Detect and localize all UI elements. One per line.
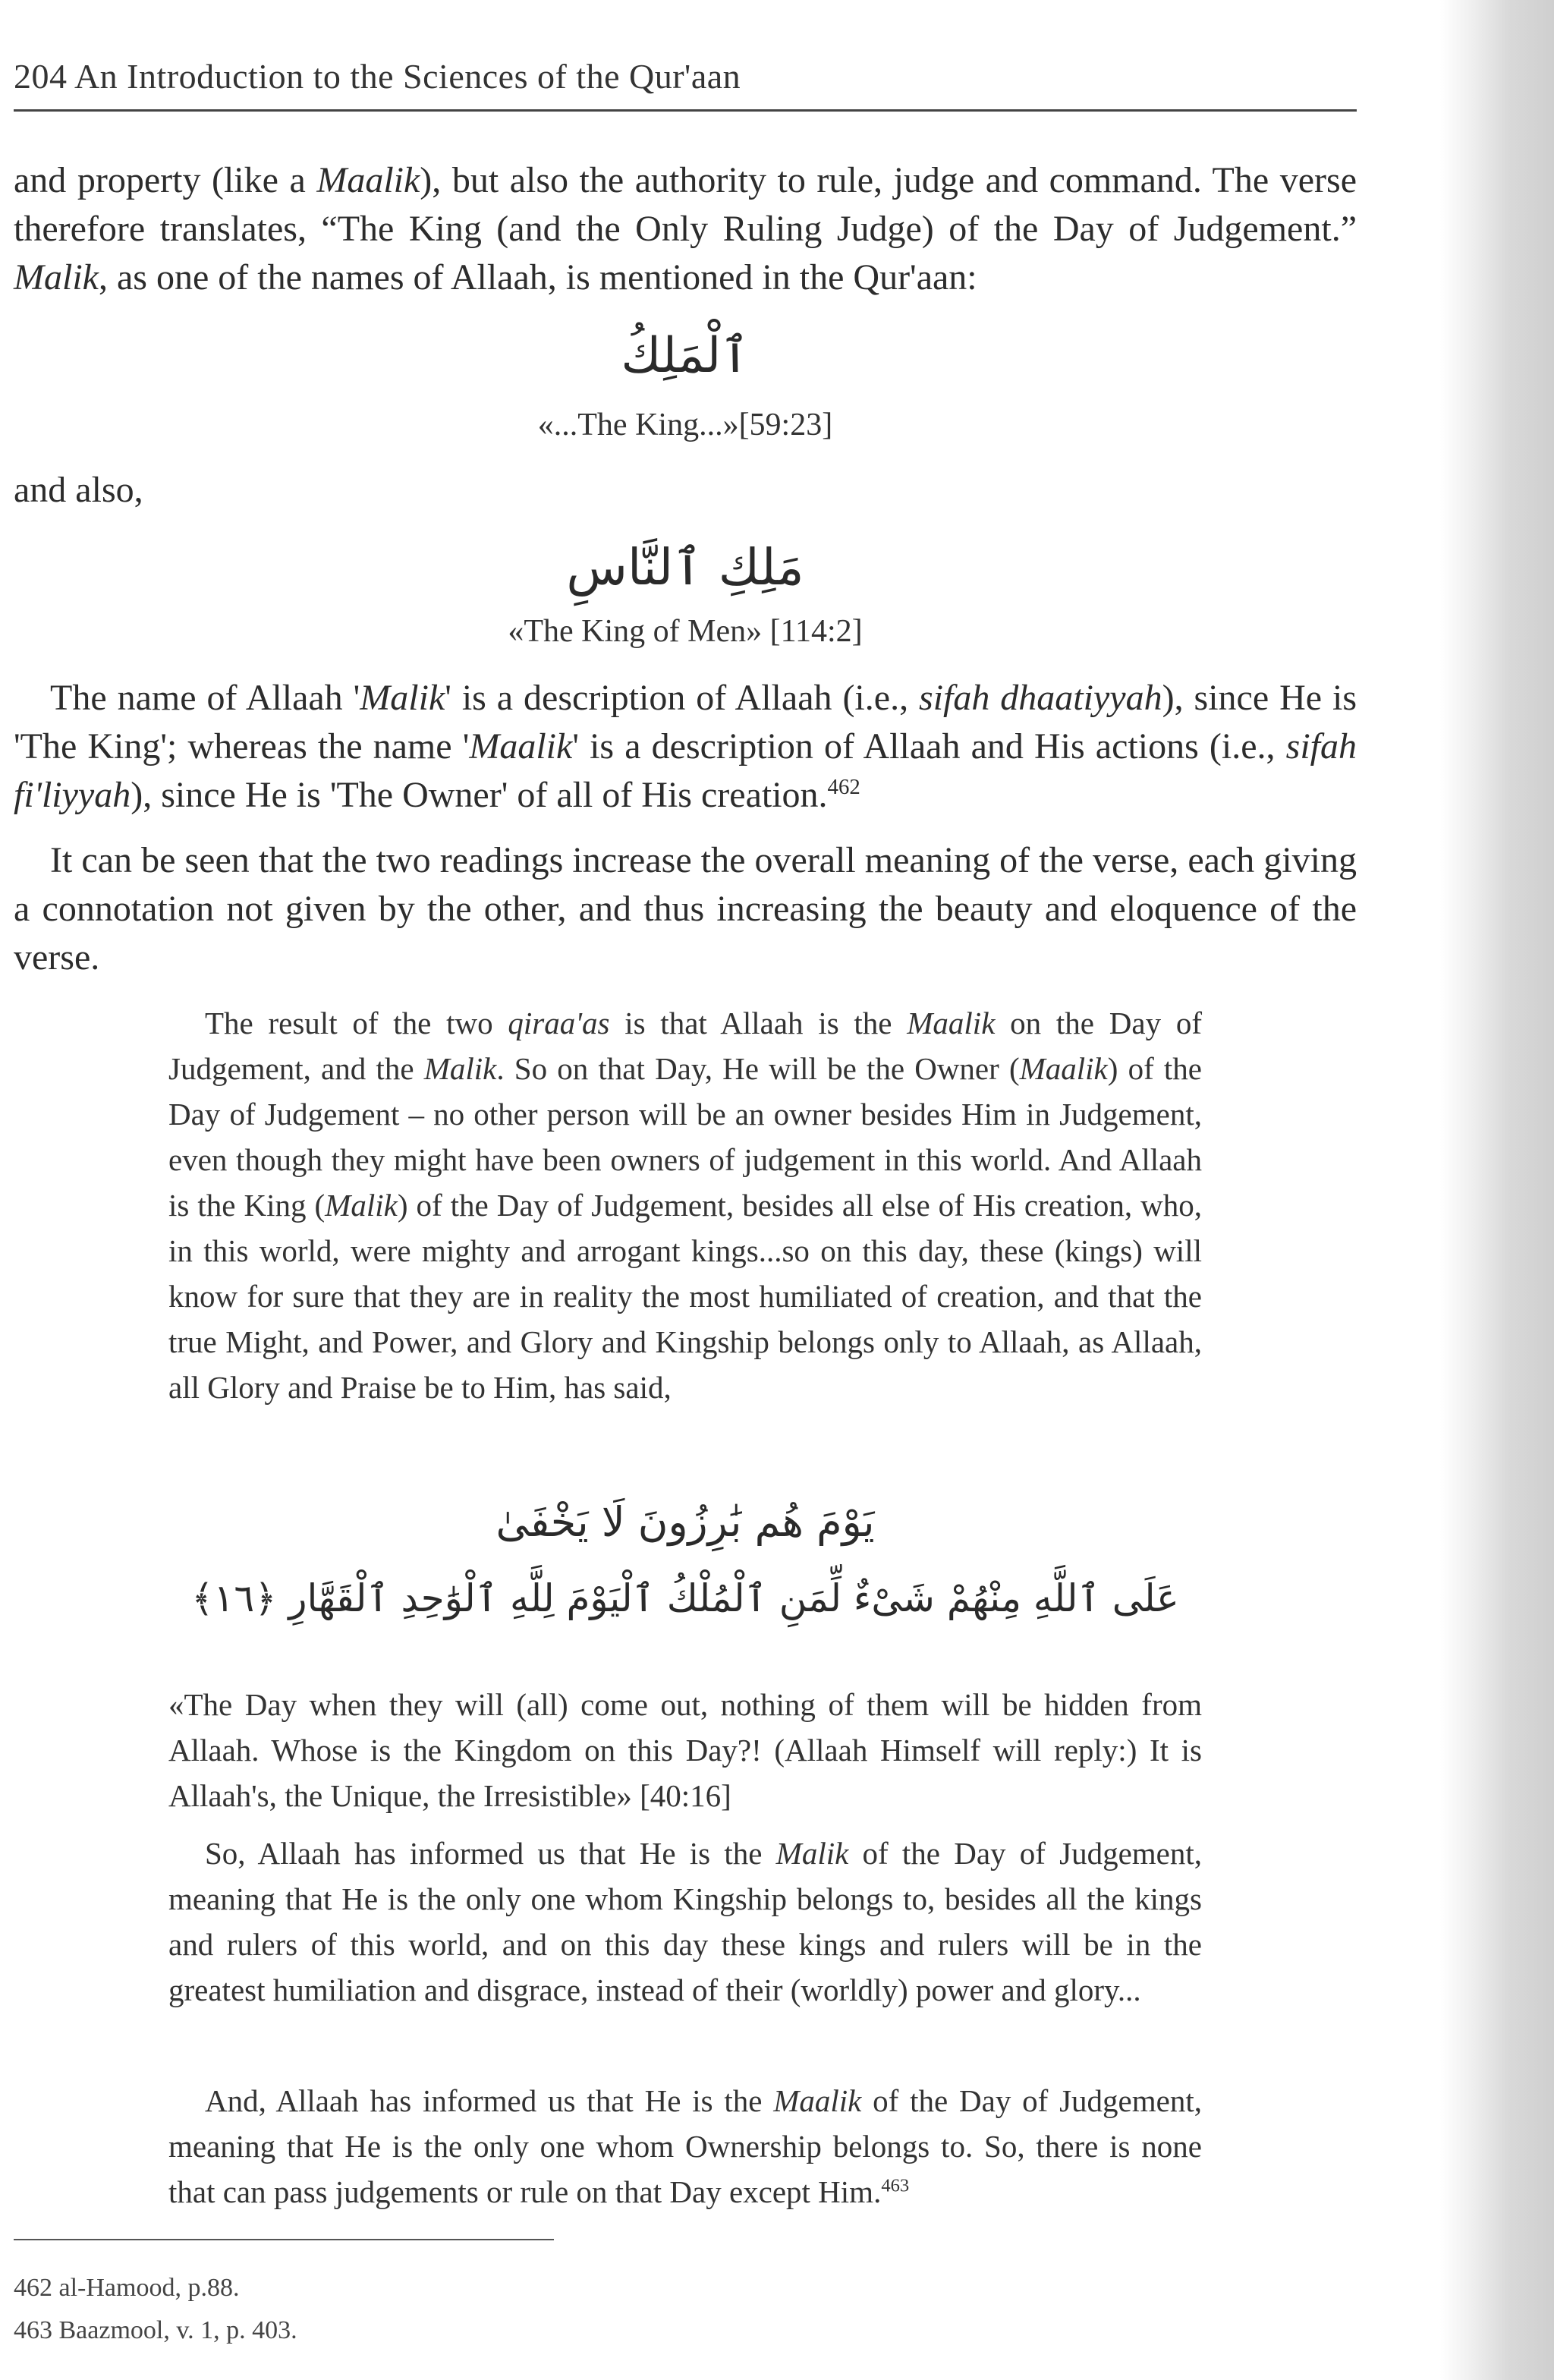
quote-block-2: So, Allaah has informed us that He is the Malik of the Day of Judgement, meaning that He is the only one whom Kingship belongs to, besides all the kings and rulers of this world, and on this day these kings and rulers will be in the greatest humiliation and disgrace, instead of their (worldly) power and glory...	[168, 1836, 1202, 2007]
quote-block-3: And, Allaah has informed us that He is the Maalik of the Day of Judgement, meaning that He is the only one whom Ownership belongs to. So, there is none that can pass judgements or rule on that Day except Him.$^{463}$	[168, 2083, 1202, 2209]
header-rule	[14, 109, 1357, 112]
footnote-rule	[14, 2239, 554, 2240]
paragraph-3: It can be seen that the two readings increase the overall meaning of the verse, each giving a connotation not given by the other, and thus increasing the beauty and eloquence of the verse.	[14, 840, 1357, 978]
quote-translation-40-16: «The Day when they will (all) come out, nothing of them will be hidden from Allaah. Whose is the Kingdom on this Day?! (Allaah Himself will reply:) It is Allaah's, the Unique, the Irresistible» [40:16]	[168, 1687, 1202, 1813]
and-also-text: and also,	[14, 470, 143, 510]
running-header: 204 An Introduction to the Sciences of the Qur'aan	[14, 57, 741, 96]
verse-arabic-59-23: ٱلْمَلِكُ	[621, 328, 750, 384]
footnote-463: 463 Baazmool, v. 1, p. 403.	[14, 2316, 297, 2344]
verse-translation-59-23: «...The King...»[59:23]	[537, 408, 833, 442]
footnote-462: 462 al-Hamood, p.88.	[14, 2274, 240, 2302]
verse-arabic-114-2: مَلِكِ ٱلنَّاسِ	[566, 538, 804, 597]
verse-translation-114-2: «The King of Men» [114:2]	[508, 614, 863, 649]
paragraph-1: and property (like a Maalik), but also the authority to rule, judge and command. The verse therefore translates, “The King (and the Only Ruling Judge) of the Day of Judgement.” Malik, as one of the names of Allaah, is mentioned in the Qur'aan:	[14, 160, 1357, 298]
page-edge-shadow	[1440, 0, 1554, 2380]
footnote-ref-463: 463	[881, 2175, 910, 2196]
verse-arabic-40-16-line1: يَوْمَ هُم بَٰرِزُونَ لَا يَخْفَىٰ	[495, 1498, 875, 1546]
quote-block-1: The result of the two qiraa'as is that Allaah is the Maalik on the Day of Judgement, and the Malik. So on that Day, He will be the Owner (Maalik) of the Day of Judgement – no other person will be an owner besides Him in Judgement, even though they might have been owners of judgement in this world. And Allaah is the King (Malik) of the Day of Judgement, besides all else of His creation, who, in this world, were mighty and arrogant kings...so on this day, these (kings) will know for sure that they are in reality the most humiliated of creation, and that the true Might, and Power, and Glory and Kingship belongs only to Allaah, as Allaah, all Glory and Praise be to Him, has said,	[168, 1006, 1203, 1405]
verse-arabic-40-16-line2: عَلَى ٱللَّهِ مِنْهُمْ شَىْءٌ لِّمَنِ ٱلْمُلْكُ ٱلْيَوْمَ لِلَّهِ ٱلْوَٰحِدِ ٱلْقَهَّارِ ﴿١٦﴾	[191, 1576, 1179, 1620]
footnote-ref-462: 462	[827, 775, 860, 799]
paragraph-2: The name of Allaah 'Malik' is a description of Allaah (i.e., sifah dhaatiyyah), since He is 'The King'; whereas the name 'Maalik' is a description of Allaah and His actions (i.e., sifah fi'liyyah), since He is 'The Owner' of all of His creation.$^{462}$	[14, 678, 1357, 815]
